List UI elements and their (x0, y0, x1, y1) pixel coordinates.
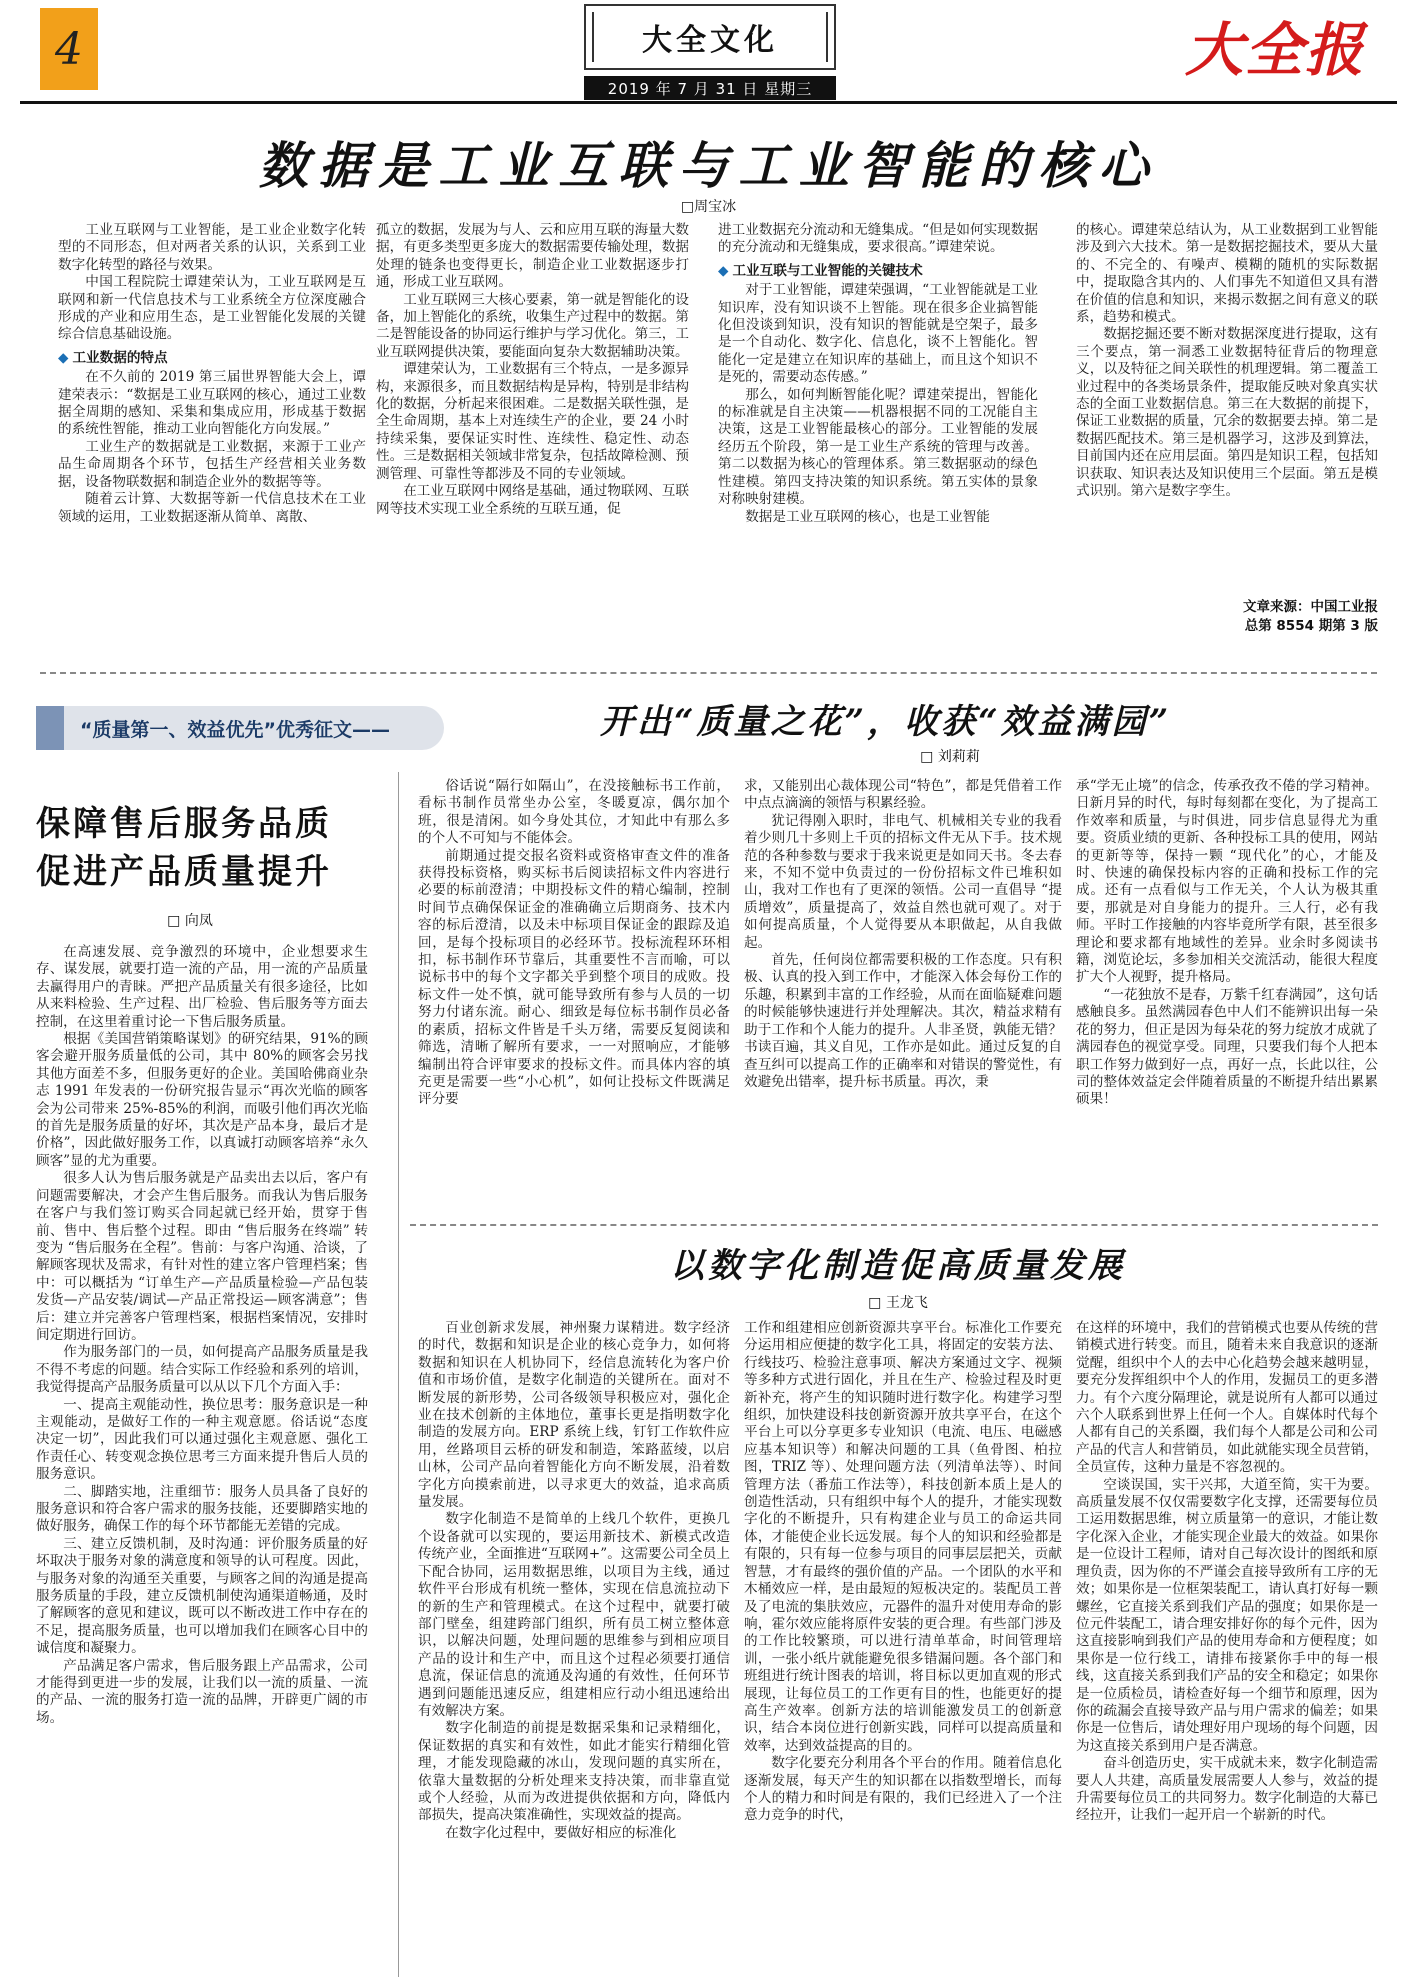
paragraph: 那么，如何判断智能化呢？谭建荣提出，智能化的标准就是自主决策——机器根据不同的工况能自主决策，这是工业智能最核心的部分。工业智能的发展经历五个阶段，第一是工业生产系统的管理与改善。第二以数据为核心的管理体系。第三数据驱动的绿色性建模。第四支持决策的知识系统。第五实体的景象对称映射建模。 (718, 386, 1038, 508)
article1-source (1076, 598, 1378, 636)
paragraph: 百业创新求发展，神州聚力谋精进。数字经济的时代，数据和知识是企业的核心竞争力，如何将数据和知识在人机协同下，经信息流转化为客户价值和市场价值，是数字化制造的关键所在。面对不断发展的新形势，公司各级领导积极应对，强化企业在技术创新的主体地位，董事长更是指明数字化制造的发展方向。ERP 系统上线，钉钉工作软件应用，丝路项目云桥的研发和制造，笨路蓝绫，以启山林，公司产品向着智能化方向不断发展，沿着数字化方向摸索前进，以寻求更大的效益，追求高质量发展。 (418, 1320, 730, 1511)
paragraph: 产品满足客户需求，售后服务跟上产品需求，公司才能得到更进一步的发展，让我们以一流的质量、一流的产品、一流的服务打造一流的品牌，开辟更广阔的市场。 (36, 1657, 368, 1726)
section-title (584, 4, 836, 70)
article1-column-4 (1076, 222, 1378, 592)
paragraph: 数据挖掘还要不断对数据深度进行提取，这有三个要点，第一洞悉工业数据特征背后的物理意义，以及特征之间关联性的机理逻辑。第二覆盖工业过程中的各类场景条件，提取能反映对象真实状态的全面工业数据信息。第三在大数据的前提下，保证工业数据的质量，冗余的数据要去掉。第二是数据匹配技术。第三是机器学习，这涉及到算法，目前国内还在应用层面。第四是知识工程，包括知识获取、知识表达及知识使用三个层面。第五是模式识别。第六是数字孪生。 (1076, 326, 1378, 500)
article2-title-line1: 保障售后服务品质 (36, 804, 332, 844)
essay-column-banner: “质量第一、效益优先”优秀征文—— (36, 706, 444, 750)
article1-byline: □周宝冰 (680, 199, 737, 215)
paragraph: 工业生产的数据就是工业数据，来源于工业产品生命周期各个环节，包括生产经营相关业务数据，设备物联数据和制造企业外的数据等等。 (58, 438, 366, 490)
paragraph: 随着云计算、大数据等新一代信息技术在工业领域的运用，工业数据逐渐从简单、离散、 (58, 491, 366, 525)
article4-column-1 (418, 1320, 730, 1980)
newspaper-masthead: 大全报 (1184, 16, 1365, 84)
paragraph: 进工业数据充分流动和无缝集成。“但是如何实现数据的充分流动和无缝集成，要求很高。”谭建荣说。 (718, 222, 1038, 256)
paragraph: 空谈误国，实干兴邦，大道至简，实干为要。高质量发展不仅仅需要数字化支撑，还需要每位员工运用数据思维，树立质量第一的意识，才能让数字化深入企业，才能实现企业最大的效益。如果你是一位设计工程师，请对自己每次设计的图纸和原理负责，因为你的不严谨会直接导致所有工序的无效；如果你是一位框架装配工，请认真打好每一颗螺丝，它直接关系到我们产品的强度；如果你是一位元件装配工，请合理安排好你的每个元件，因为这直接影响到我们产品的使用寿命和方便程度；如果你是一位行线工，请排布接紧你手中的每一根线，这直接关系到我们产品的安全和稳定；如果你是一位质检员，请检查好每一个细节和原理，因为你的疏漏会直接导致产品与用户需求的偏差；如果你是一位售后，请处理好用户现场的每个问题，因为这直接关系到用户是否满意。 (1076, 1476, 1378, 1754)
paragraph: 工业互联网与工业智能，是工业企业数字化转型的不同形态，但对两者关系的认识，关系到工业数字化转型的路径与效果。 (58, 222, 366, 273)
article1-source-line2: 总第 8554 期第 3 版 (1244, 618, 1378, 634)
article1-source-line1: 文章来源：中国工业报 (1243, 599, 1378, 615)
article4-column-3 (1076, 1320, 1378, 1980)
article3-title: 开出“质量之花”，收获“效益满园” (600, 702, 1172, 742)
section-title-text: 大全文化 (642, 23, 778, 58)
paragraph: 俗话说“隔行如隔山”，在没接触标书工作前，看标书制作员常坐办公室，冬暖夏凉，偶尔加个班，很是清闲。如今身处其位，才知此中有那么多的个人不可知与不能体会。 (418, 778, 730, 847)
paragraph: 根据《美国营销策略谋划》的研究结果，91%的顾客会避开服务质量低的公司，其中 80%的顾客会另找其他方面差不多，但服务更好的企业。美国哈佛商业杂志 1991 年发表的一份研究报告显示“再次光临的顾客会为公司带来 25%-85%的利润，而吸引他们再次光临的首先是服务质量的好坏，其次是产品本身，最后才是价格”，因此做好服务工作，以真诚打动顾客培养“永久顾客”显的尤为重要。 (36, 1031, 368, 1169)
paragraph: 首先，任何岗位都需要积极的工作态度。只有积极、认真的投入到工作中，才能深入体会每份工作的乐趣，积累到丰富的工作经验，从而在面临疑难问题的时候能够快速进行并处理解决。其次，精益求精有助于工作和个人能力的提升。人非圣贤，孰能无错？书读百遍，其义自见，工作亦是如此。通过反复的自查互纠可以提高工作的正确率和对错误的警觉性，有效避免出错率，提升标书质量。再次，秉 (744, 952, 1062, 1090)
banner-accent (36, 706, 64, 750)
paragraph: 很多人认为售后服务就是产品卖出去以后，客户有问题需要解决，才会产生售后服务。而我认为售后服务在客户与我们签订购买合同起就已经开始，贯穿于售前、售中、售后整个过程。即由 “售后服务在终端” 转变为 “售后服务在全程”。售前：与客户沟通、洽谈，了解顾客现状及需求，有针对性的建立客户管理档案；售中：可以概括为 “订单生产—产品质量检验—产品包装发货—产品安装/调试—产品正常投运—顾客满意”；售后：建立并完善客户管理档案，根据档案情况，安排时间定期进行回访。 (36, 1170, 368, 1343)
paragraph: 前期通过提交报名资料或资格审查文件的准备获得投标资格，购买标书后阅读招标文件内容进行必要的标前澄清；中期投标文件的精心编制，控制时间节点确保保证金的准确确立后期商务、技术内容的标后澄清，以及未中标项目保证金的跟踪及追回，是每个投标项目的必经环节。投标流程环环相扣，标书制作环节靠后，其重要性不言而喻，可以说标书中的每个文字都关乎到整个项目的成败。投标文件一处不慎，就可能导致所有参与人员的一切努力付诸东流。耐心、细致是每位标书制作员必备的素质，招标文件皆是千头万绪，需要反复阅读和筛选，清晰了解所有要求，一一对照响应，才能够编制出符合评审要求的投标文件。而具体内容的填充更是需要一些“小心机”，如何让投标文件既满足评分要 (418, 847, 730, 1108)
subheading (58, 350, 366, 367)
article3-column-1 (418, 778, 730, 1208)
header-rule (20, 101, 1397, 104)
paragraph: 在数字化过程中，要做好相应的标准化 (445, 1824, 677, 1841)
article4-title: 以数字化制造促高质量发展 (670, 1246, 1126, 1286)
article4-byline: □ 王龙飞 (868, 1295, 928, 1311)
subheading-text: 工业数据的特点 (72, 349, 168, 366)
subheading (718, 263, 1038, 280)
article3-column-3 (1076, 778, 1378, 1208)
page-number: 4 (40, 8, 98, 90)
paragraph: “一花独放不是春，万紫千红春满园”，这句话感触良多。虽然满园春色中人们不能辨识出每一朵花的努力，但正是因为每朵花的努力绽放才成就了满园春色的视觉享受。同理，只要我们每个人把本职工作努力做到好一点，再好一点，长此以往，公司的整体效益定会伴随着质量的不断提升结出累累硕果！ (1076, 986, 1378, 1108)
paragraph: 二、脚踏实地，注重细节：服务人员具备了良好的服务意识和符合客户需求的服务技能，还要脚踏实地的做好服务，确保工作的每个环节都能无差错的完成。 (36, 1483, 368, 1535)
section-divider (40, 672, 1377, 674)
article3-byline: □ 刘莉莉 (920, 749, 980, 765)
paragraph: 孤立的数据，发展为与人、云和应用互联的海量大数据，有更多类型更多庞大的数据需要传输处理，数据处理的链条也变得更长，制造企业工业数据逐步打通，形成工业互联网。 (376, 222, 689, 291)
paragraph: 在不久前的 2019 第三届世界智能大会上，谭建荣表示：“数据是工业互联网的核心，通过工业数据全周期的感知、采集和集成应用，形成基于数据的系统性智能，推动工业向智能化方向发展。” (58, 369, 366, 438)
paragraph: 谭建荣认为，工业数据有三个特点，一是多源异构，来源很多，而且数据结构是异构，特别是非结构化的数据，分析起来很困难。二是数据关联性强，是全生命周期，基本上对连续生产的企业，要 24 小时持续采集，要保证实时性、连续性、稳定性、动态性。三是数据相关领域非常复杂，包括故障检测、预测管理、可靠性等都涉及不同的专业领域。 (376, 361, 689, 482)
paragraph: 一、提高主观能动性，换位思考：服务意识是一种主观能动，是做好工作的一种主观意愿。俗话说“态度决定一切”，因此我们可以通过强化主观意愿、强化工作责任心、转变观念换位思考三方面来提升售后人员的服务意识。 (36, 1396, 368, 1483)
paragraph: 工作和组建相应创新资源共享平台。标准化工作要充分运用相应便捷的数字化工具，将固定的安装方法、行线技巧、检验注意事项、解决方案通过文字、视频等多种方式进行固化，并且在生产、检验过程及时更新补充，将产生的知识随时进行数字化。构建学习型组织，加快建设科技创新资源开放共享平台，在这个平台上可以分享更多专业知识（电流、电压、电磁感应基本知识等）和解决问题的工具（鱼骨图、柏拉图，TRIZ 等）、处理问题方法（列清单法等）、时间管理方法（番茄工作法等），科技创新本质上是人的创造性活动，只有组织中每个人的提升，才能实现数字化的不断提升，只有构建企业与员工的命运共同体，才能使企业长远发展。每个人的知识和经验都是有限的，只有每一位参与项目的同事层层把关，贡献智慧，才有最终的强价值的产品。一个团队的水平和木桶效应一样，是由最短的短板决定的。装配员工普及了电流的集肤效应，元器件的温升对使用寿命的影响，霍尔效应能将原件安装的更合理。有些部门涉及的工作比较繁琐，可以进行清单革命，时间管理培训，一张小纸片就能避免很多错漏问题。各个部门和班组进行统计图表的培训，将目标以更加直观的形式展现，让每位员工的工作更有目的性，也能更好的提高生产效率。创新方法的培训能激发员工的创新意识，结合本岗位进行创新实践，同样可以提高质量和效率，达到效益提高的目的。 (744, 1320, 1062, 1754)
paragraph: 中国工程院院士谭建荣认为，工业互联网是互联网和新一代信息技术与工业系统全方位深度融合形成的产业和应用生态，是工业智能化发展的关键综合信息基础设施。 (58, 274, 366, 343)
paragraph: 数据是工业互联网的核心，也是工业智能 (745, 508, 990, 525)
paragraph: 三、建立反馈机制，及时沟通：评价服务质量的好坏取决于服务对象的满意度和领导的认可程度。因此，与服务对象的沟通至关重要，与顾客之间的沟通是提高服务质量的手段，建立反馈机制使沟通渠道畅通，及时了解顾客的意见和建议，既可以不断改进工作中存在的不足，提高服务质量，也可以增加我们在顾客心目中的诚信度和凝聚力。 (36, 1535, 368, 1657)
paragraph: 奋斗创造历史，实干成就未来，数字化制造需要人人共建，高质量发展需要人人参与，效益的提升需要每位员工的共同努力。数字化制造的大幕已经拉开，让我们一起开启一个崭新的时代。 (1076, 1755, 1378, 1824)
article4-column-2 (744, 1320, 1062, 1980)
paragraph: 求，又能别出心裁体现公司“特色”，都是凭借着工作中点点滴滴的领悟与积累经验。 (744, 778, 1062, 812)
subheading-text: 工业互联与工业智能的关键技术 (732, 262, 923, 279)
diamond-icon: ◆ (718, 262, 729, 279)
article2-title (36, 800, 376, 896)
paragraph: 数字化要充分利用各个平台的作用。随着信息化逐渐发展，每天产生的知识都在以指数型增长，而每个人的精力和时间是有限的，我们已经进入了一个注意力竞争的时代， (744, 1755, 1062, 1824)
column-rule (398, 772, 399, 1977)
article2-title-line2: 促进产品质量提升 (36, 852, 332, 892)
article1-column-1 (58, 222, 366, 642)
article3-column-2 (744, 778, 1062, 1208)
article1-title: 数据是工业互联与工业智能的核心 (258, 136, 1159, 195)
article2-column-1 (36, 944, 368, 1974)
paragraph: 在工业互联网中网络是基础，通过物联网、互联网等技术实现工业全系统的互联互通，促 (376, 483, 689, 517)
paragraph: 对于工业智能，谭建荣强调，“工业智能就是工业知识库，没有知识谈不上智能。现在很多企业搞智能化但没谈到知识，没有知识的智能就是空架子，最多是一个自动化、数字化、信息化，谈不上智能化。智能化一定是建立在知识库的基础上，而且这个知识不是死的，需要动态传感。” (718, 282, 1038, 386)
paragraph: 的核心。谭建荣总结认为，从工业数据到工业智能涉及到六大技术。第一是数据挖掘技术，要从大量的、不完全的、有噪声、模糊的随机的实际数据中，提取隐含其内的、人们事先不知道但又具有潜在价值的信息和知识，来揭示数据之间有意义的联系，趋势和模式。 (1076, 222, 1378, 326)
section-divider-2 (410, 1224, 1378, 1226)
diamond-icon: ◆ (58, 349, 69, 366)
paragraph: 工业互联网三大核心要素，第一就是智能化的设备，加上智能化的系统，收集生产过程中的数据。第二是智能设备的协同运行维护与学习优化。第三，工业互联网提供决策，要能面向复杂大数据辅助决策。 (376, 291, 689, 360)
paragraph: 作为服务部门的一员，如何提高产品服务质量是我不得不考虑的问题。结合实际工作经验和系列的培训，我觉得提高产品服务质量可以从以下几个方面入手： (36, 1344, 368, 1396)
article1-column-3 (718, 222, 1038, 642)
paragraph: 在高速发展、竞争激烈的环境中，企业想要求生存、谋发展，就要打造一流的产品，用一流的产品质量去赢得用户的青睐。严把产品质量关有很多途径，比如从来料检验、生产过程、出厂检验、售后服务等方面去控制，在这里着重讨论一下售后服务质量。 (36, 944, 368, 1030)
article1-column-2 (376, 222, 689, 642)
paragraph: 数字化制造的前提是数据采集和记录精细化，保证数据的真实和有效性，如此才能实行精细化管理，才能发现隐藏的冰山，发现问题的真实所在，依靠大量数据的分析处理来支持决策，而非靠直觉或个人经验，从而为改进提供依据和方向，降低内部损失，提高决策准确性，实现效益的提高。 (418, 1720, 730, 1824)
article2-byline: □ 向凤 (167, 913, 213, 929)
paragraph: 数字化制造不是简单的上线几个软件，更换几个设备就可以实现的，要运用新技术、新模式改造传统产业，全面推进“互联网+”。这需要公司全员上下配合协同，运用数据思维，以项目为主线，通过软件平台形成有机统一整体，实现在信息流拉动下的新的生产和管理模式。在这个过程中，就要打破部门壁垒，组建跨部门组织，所有员工树立整体意识，以解决问题，处理问题的思维参与到相应项目产品的设计和生产中，而且这个过程必须要打通信息流，保证信息的流通及沟通的有效性，任何环节遇到问题能迅速反应，组建相应行动小组迅速给出有效解决方案。 (418, 1511, 730, 1719)
paragraph: 在这样的环境中，我们的营销模式也要从传统的营销模式进行转变。而且，随着未来自我意识的逐渐觉醒，组织中个人的去中心化趋势会越来越明显，要充分发挥组织中个人的作用，发掘员工的更多潜力。有个六度分隔理论，就是说所有人都可以通过六个人联系到世界上任何一个人。自媒体时代每个人都有自己的关系圈，我们每个人都是公司和公司产品的代言人和营销员，如此就能实现全员营销，全员宣传，这种力量是不容忽视的。 (1076, 1320, 1378, 1476)
paragraph: 犹记得刚入职时，非电气、机械相关专业的我看着少则几十多则上千页的招标文件无从下手。技术规范的各种参数与要求于我来说更是如同天书。冬去春来，不知不觉中负责过的一份份招标文件已堆积如山，我对工作也有了更深的领悟。公司一直倡导 “提质增效”，质量提高了，效益自然也就可观了。对于如何提高质量，个人觉得要从本职做起，从自我做起。 (744, 812, 1062, 951)
paragraph: 承“学无止境”的信念，传承孜孜不倦的学习精神。日新月异的时代，每时每刻都在变化，为了提高工作效率和质量，与时俱进，同步信息显得尤为重要。资质业绩的更新、各种投标工具的使用，网站的更新等等，保持一颗 “现代化”的心，才能及时、快速的确保投标内容的正确和投标工作的完成。还有一点看似与工作无关，个人认为极其重要，那就是对自身能力的提升。三人行，必有我师。平时工作接触的内容毕竟所学有限，甚至很多理论和要求都有地域性的差异。业余时多阅读书籍，浏览论坛，多参加相关交流活动，能很大程度扩大个人视野，提升格局。 (1076, 778, 1378, 986)
issue-date: 2019 年 7 月 31 日 星期三 (584, 76, 836, 100)
